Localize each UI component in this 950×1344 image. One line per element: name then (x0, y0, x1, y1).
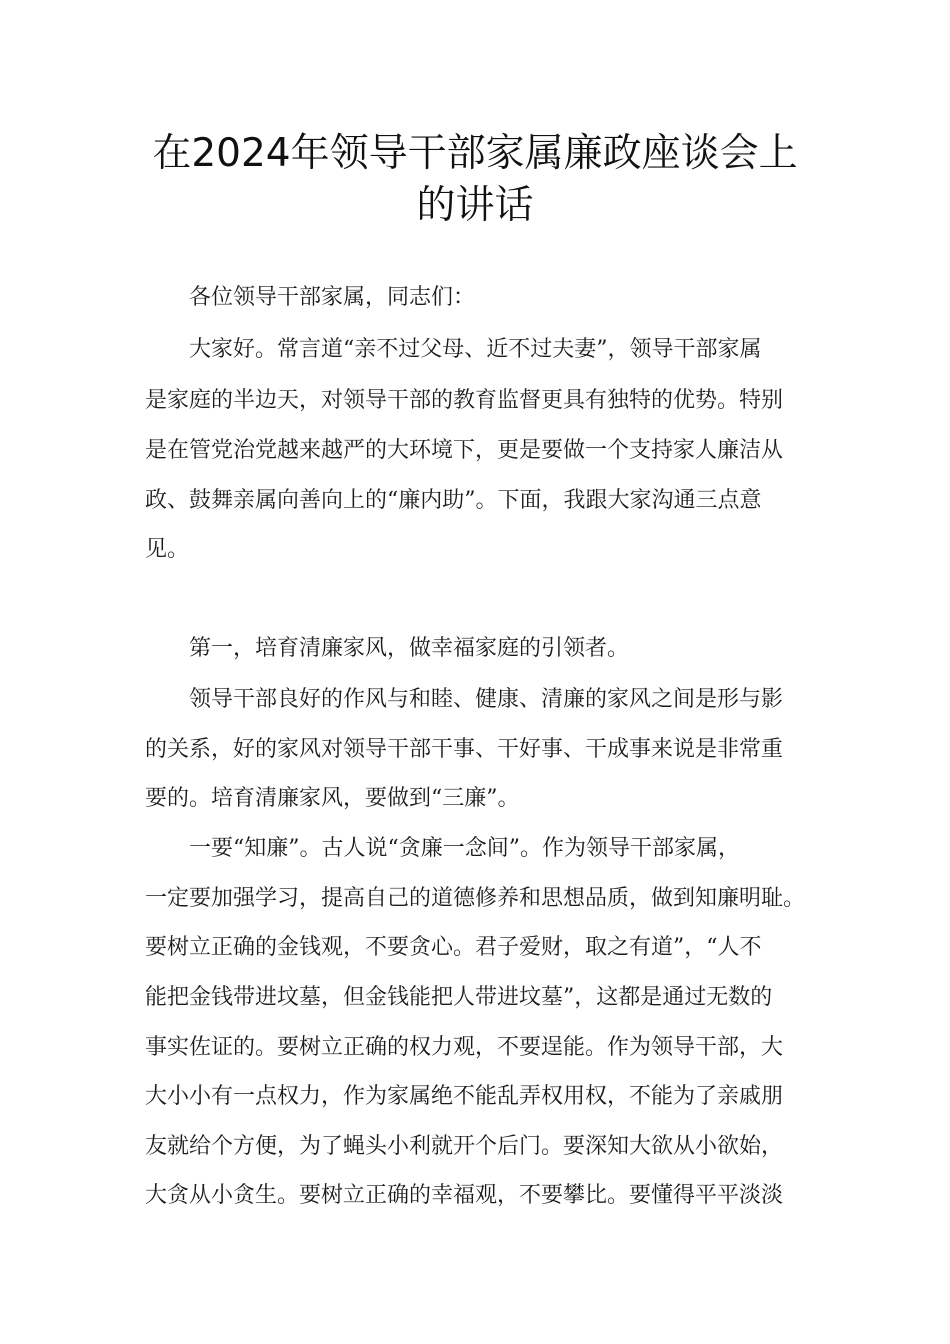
section-heading: 第一，培育清廉家风，做幸福家庭的引领者。 (189, 636, 630, 661)
body-text-line: 领导干部良好的作风与和睦、健康、清廉的家风之间是形与影 (189, 687, 784, 712)
body-text-line: 大家好。常言道“亲不过父母、近不过夫妻”，领导干部家属 (189, 337, 762, 362)
body-text-line: 要的。培育清廉家风，要做到“三廉”。 (145, 786, 520, 811)
body-text-line: 一要“知廉”。古人说“贪廉一念间”。作为领导干部家属， (189, 836, 740, 861)
body-text-line: 友就给个方便，为了蝇头小利就开个后门。要深知大欲从小欲始， (145, 1134, 784, 1159)
body-text-line: 大贪从小贪生。要树立正确的幸福观，不要攀比。要懂得平平淡淡 (145, 1183, 784, 1208)
document-title-line-2: 的讲话 (416, 183, 534, 228)
body-text-line: 是家庭的半边天，对领导干部的教育监督更具有独特的优势。特别 (145, 388, 784, 413)
body-text-line: 政、鼓舞亲属向善向上的“廉内助”。下面，我跟大家沟通三点意 (145, 488, 762, 513)
body-text-line: 见。 (145, 537, 190, 562)
salutation: 各位领导干部家属，同志们： (189, 285, 476, 310)
body-text-line: 大小小有一点权力，作为家属绝不能乱弄权用权，不能为了亲戚朋 (145, 1084, 784, 1109)
document-title-line-1: 在2024年领导干部家属廉政座谈会上 (152, 131, 798, 176)
body-text-line: 能把金钱带进坟墓，但金钱能把人带进坟墓”，这都是通过无数的 (145, 985, 773, 1010)
body-text-line: 的关系，好的家风对领导干部干事、干好事、干成事来说是非常重 (145, 737, 784, 762)
body-text-line: 事实佐证的。要树立正确的权力观，不要逞能。作为领导干部，大 (145, 1035, 784, 1060)
body-text-line: 一定要加强学习，提高自己的道德修养和思想品质，做到知廉明耻。 (145, 886, 806, 911)
body-text-line: 要树立正确的金钱观，不要贪心。君子爱财，取之有道”，“人不 (145, 935, 762, 960)
body-text-line: 是在管党治党越来越严的大环境下，更是要做一个支持家人廉洁从 (145, 438, 784, 463)
